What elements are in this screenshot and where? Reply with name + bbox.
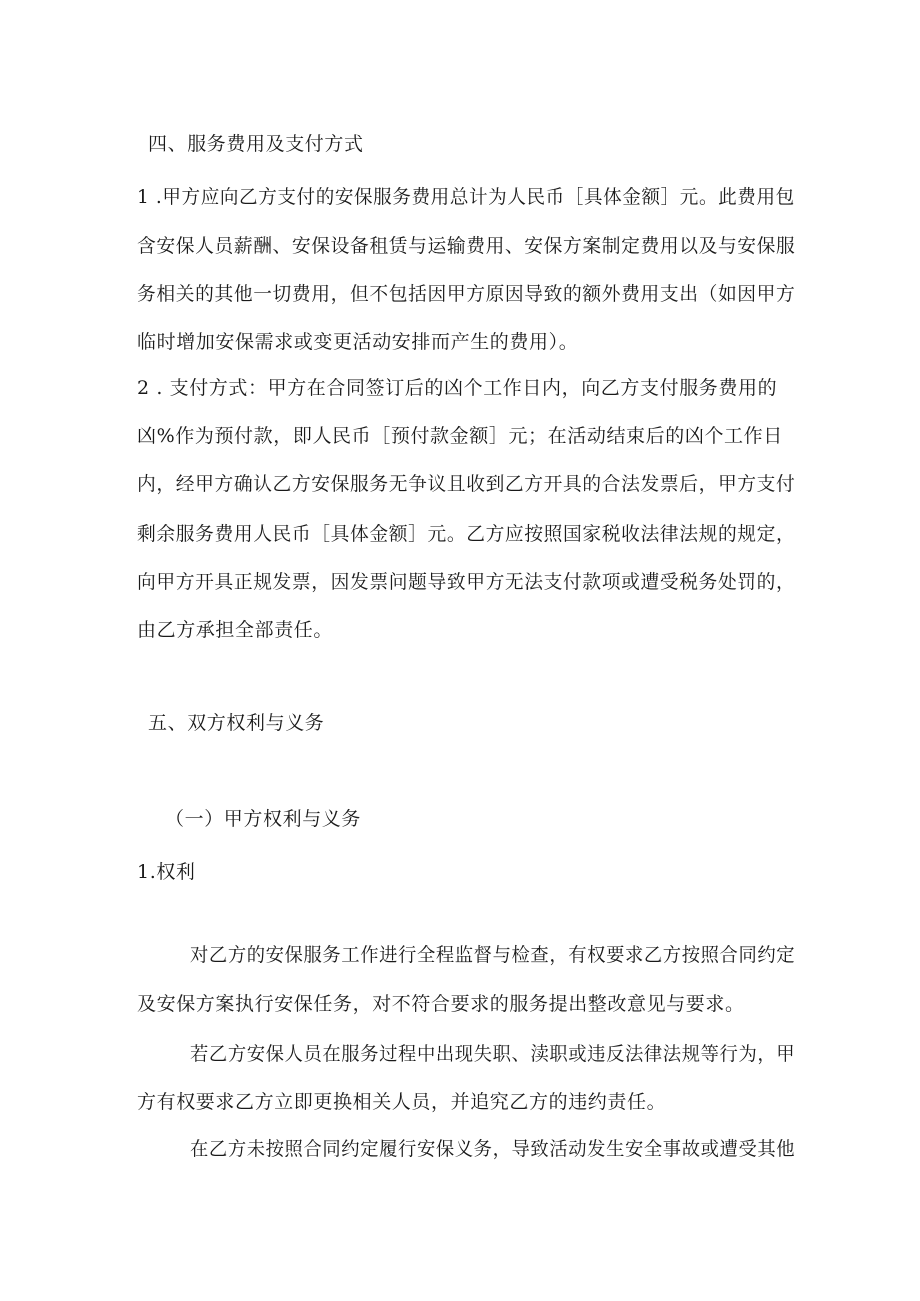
section-4-heading: 四、服务费用及支付方式 — [148, 133, 364, 155]
paragraph-line: 含安保人员薪酬、安保设备租赁与运输费用、安保方案制定费用以及与安保服 — [137, 235, 796, 257]
paragraph-line: 及安保方案执行安保任务，对不符合要求的服务提出整改意见与要求。 — [137, 993, 745, 1015]
paragraph-line: 临时增加安保需求或变更活动安排而产生的费用）。 — [137, 331, 579, 353]
paragraph-line: 由乙方承担全部责任。 — [137, 619, 334, 641]
paragraph-line: 在乙方未按照合同约定履行安保义务，导致活动发生安全事故或遭受其他 — [190, 1138, 796, 1160]
paragraph-line: 1 .甲方应向乙方支付的安保服务费用总计为人民币［具体金额］元。此费用包 — [137, 186, 795, 208]
paragraph-line: 方有权要求乙方立即更换相关人员，并追究乙方的违约责任。 — [137, 1091, 667, 1113]
paragraph-line: 内，经甲方确认乙方安保服务无争议且收到乙方开具的合法发票后，甲方支付 — [137, 473, 796, 495]
rights-heading: 1.权利 — [137, 861, 196, 883]
paragraph-line: 剩余服务费用人民币［具体金额］元。乙方应按照国家税收法律法规的规定， — [137, 523, 796, 545]
paragraph-line: 若乙方安保人员在服务过程中出现失职、渎职或违反法律法规等行为，甲 — [190, 1043, 796, 1065]
paragraph-line: 凶%作为预付款，即人民币［预付款金额］元；在活动结束后的凶个工作日 — [137, 425, 783, 447]
paragraph-line: 务相关的其他一切费用，但不包括因甲方原因导致的额外费用支出（如因甲方 — [137, 283, 796, 305]
paragraph-line: 2 . 支付方式：甲方在合同签订后的凶个工作日内，向乙方支付服务费用的 — [137, 377, 778, 399]
subsection-heading: （一）甲方权利与义务 — [165, 808, 362, 830]
paragraph-line: 对乙方的安保服务工作进行全程监督与检查，有权要求乙方按照合同约定 — [190, 944, 796, 966]
section-5-heading: 五、双方权利与义务 — [148, 712, 325, 734]
paragraph-line: 向甲方开具正规发票，因发票问题导致甲方无法支付款项或遭受税务处罚的， — [137, 571, 796, 593]
